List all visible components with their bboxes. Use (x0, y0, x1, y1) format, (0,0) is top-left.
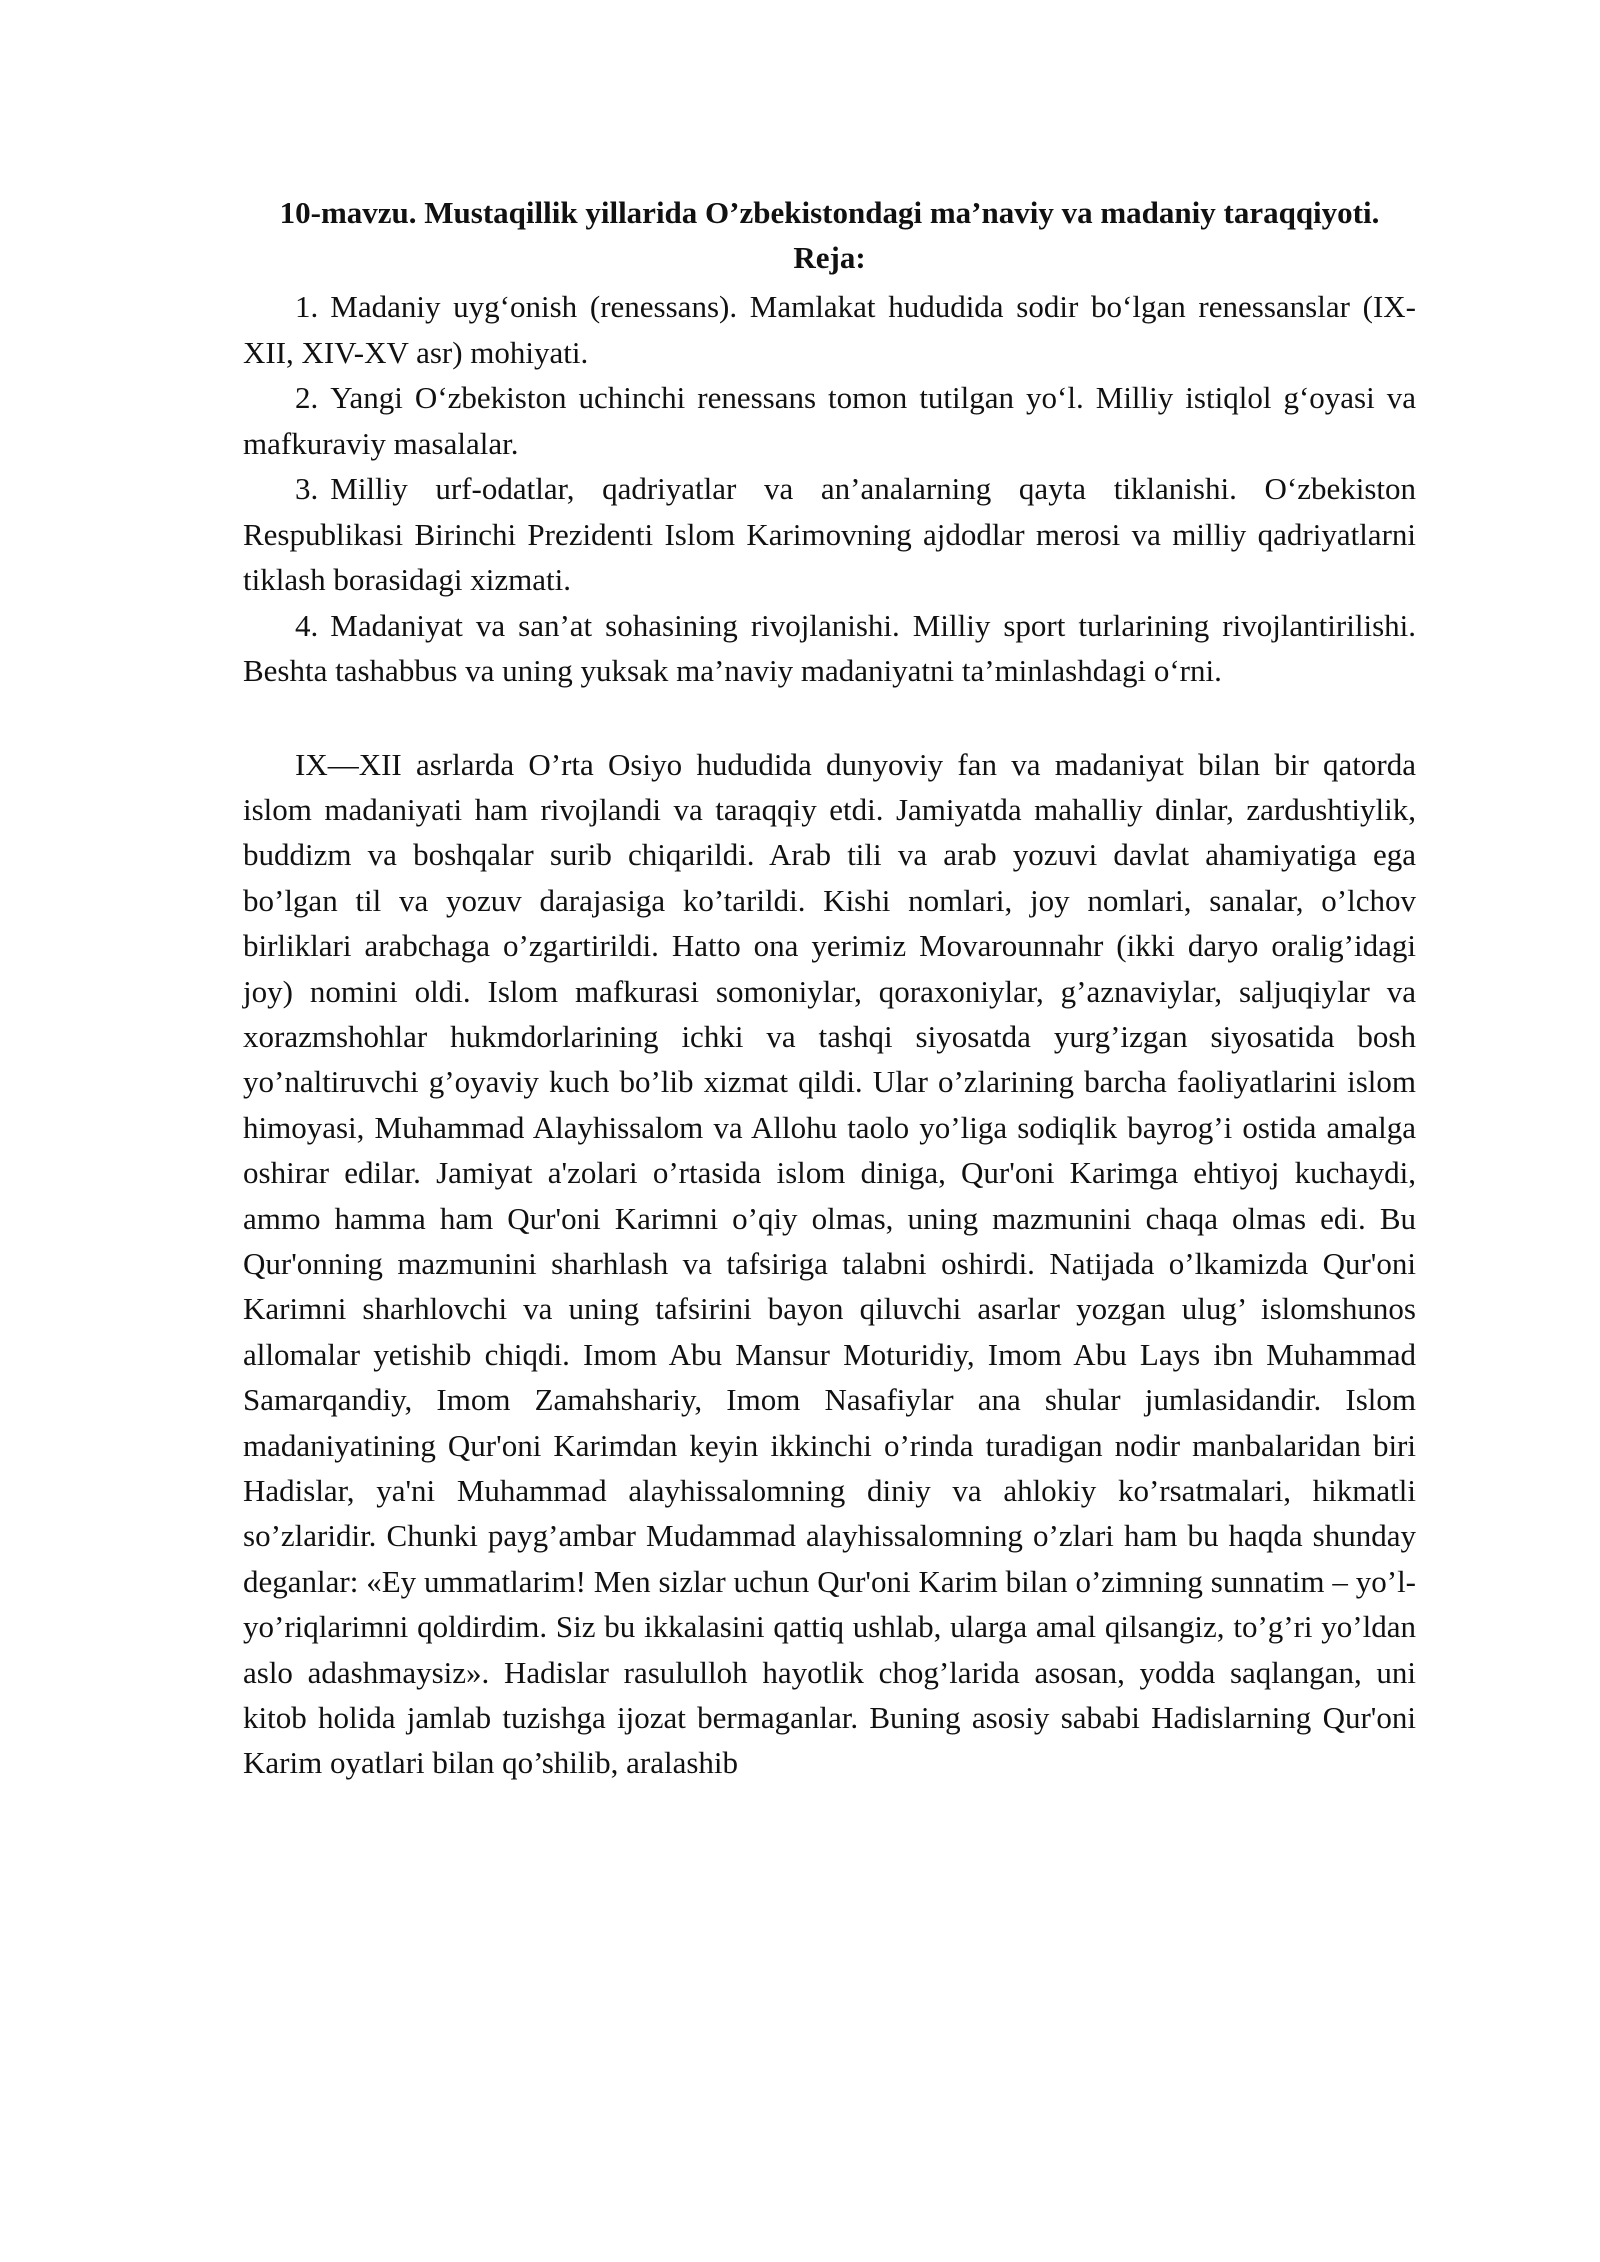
plan-item-text: Milliy urf-odatlar, qadriyatlar va an’analarning qayta tiklanishi. O‘zbekiston Respublikasi Birinchi Prezidenti Islom Karimovning ajdodlar merosi va milliy qadriyatlarni tiklash borasidagi xizmati. (243, 471, 1416, 597)
document-page (243, 190, 1416, 1786)
plan-item-4 (243, 603, 1416, 694)
plan-list (243, 284, 1416, 694)
plan-item-text: Madaniyat va san’at sohasining rivojlanishi. Milliy sport turlarining rivojlantirilishi. Beshta tashabbus va uning yuksak ma’naviy madaniyatni ta’minlashdagi o‘rni. (243, 607, 1416, 688)
plan-item-number: 3. (295, 471, 319, 506)
plan-item-number: 4. (295, 607, 319, 643)
plan-item-text: Yangi O‘zbekiston uchinchi renessans tomon tutilgan yo‘l. Milliy istiqlol g‘oyasi va mafkuraviy masalalar. (243, 380, 1416, 461)
plan-item-2 (243, 375, 1416, 466)
plan-item-1 (243, 284, 1416, 375)
body-paragraph: IX—XII asrlarda O’rta Osiyo hududida dunyoviy fan va madaniyat bilan bir qatorda islom madaniyati ham rivojlandi va taraqqiy etdi. Jamiyatda mahalliy dinlar, zardushtiylik, buddizm va boshqalar surib chiqarildi. Arab tili va arab yozuvi davlat ahamiyatiga ega bo’lgan til va yozuv darajasiga ko’tarildi. Kishi nomlari, joy nomlari, sanalar, o’lchov birliklari arabchaga o’zgartirildi. Hatto ona yerimiz Movarounnahr (ikki daryo oralig’idagi joy) nomini oldi. Islom mafkurasi somoniylar, qoraxoniylar, g’aznaviylar, saljuqiylar va xorazmshohlar hukmdorlarining ichki va tashqi siyosatda yurg’izgan siyosatida bosh yo’naltiruvchi g’oyaviy kuch bo’lib xizmat qildi. Ular o’zlarining barcha faoliyatlarini islom himoyasi, Muhammad Alayhissalom va Allohu taolo yo’liga sodiqlik bayrog’i ostida amalga oshirar edilar. Jamiyat a'zolari o’rtasida islom diniga, Qur'oni Karimga ehtiyoj kuchaydi, ammo hamma ham Qur'oni Karimni o’qiy olmas, uning mazmunini chaqa olmas edi. Bu Qur'onning mazmunini sharhlash va tafsiriga talabni oshirdi. Natijada o’lkamizda Qur'oni Karimni sharhlovchi va uning tafsirini bayon qiluvchi asarlar yozgan ulug’ islomshunos allomalar yetishib chiqdi. Imom Abu Mansur Moturidiy, Imom Abu Lays ibn Muhammad Samarqandiy, Imom Zamahshariy, Imom Nasafiylar ana shular jumlasidandir. Islom madaniyatining Qur'oni Karimdan keyin ikkinchi o’rinda turadigan nodir manbalaridan biri Hadislar, ya'ni Muhammad alayhissalomning diniy va ahlokiy ko’rsatmalari, hikmatli so’zlaridir. Chunki payg’ambar Mudammad alayhissalomning o’zlari ham bu haqda shunday deganlar: «Ey ummatlarim! Men sizlar uchun Qur'oni Karim bilan o’zimning sunnatim – yo’l-yo’riqlarimni qoldirdim. Siz bu ikkalasini qattiq ushlab, ularga amal qilsangiz, to’g’ri yo’ldan aslo adashmaysiz». Hadislar rasululloh hayotlik chog’larida asosan, yodda saqlangan, uni kitob holida jamlab tuzishga ijozat bermaganlar. Buning asosiy sababi Hadislarning Qur'oni Karim oyatlari bilan qo’shilib, aralashib (243, 746, 1416, 1781)
plan-heading: Reja: (793, 240, 866, 275)
plan-item-text: Madaniy uyg‘onish (renessans). Mamlakat hududida sodir bo‘lgan renessanslar (IX-XII, XIV-XV asr) mohiyati. (243, 289, 1416, 370)
document-title: 10-mavzu. Mustaqillik yillarida O’zbekistondagi ma’naviy va madaniy taraqqiyoti. (279, 195, 1380, 230)
plan-item-number: 1. (295, 289, 319, 324)
plan-item-3 (243, 466, 1416, 603)
plan-item-number: 2. (295, 380, 319, 415)
